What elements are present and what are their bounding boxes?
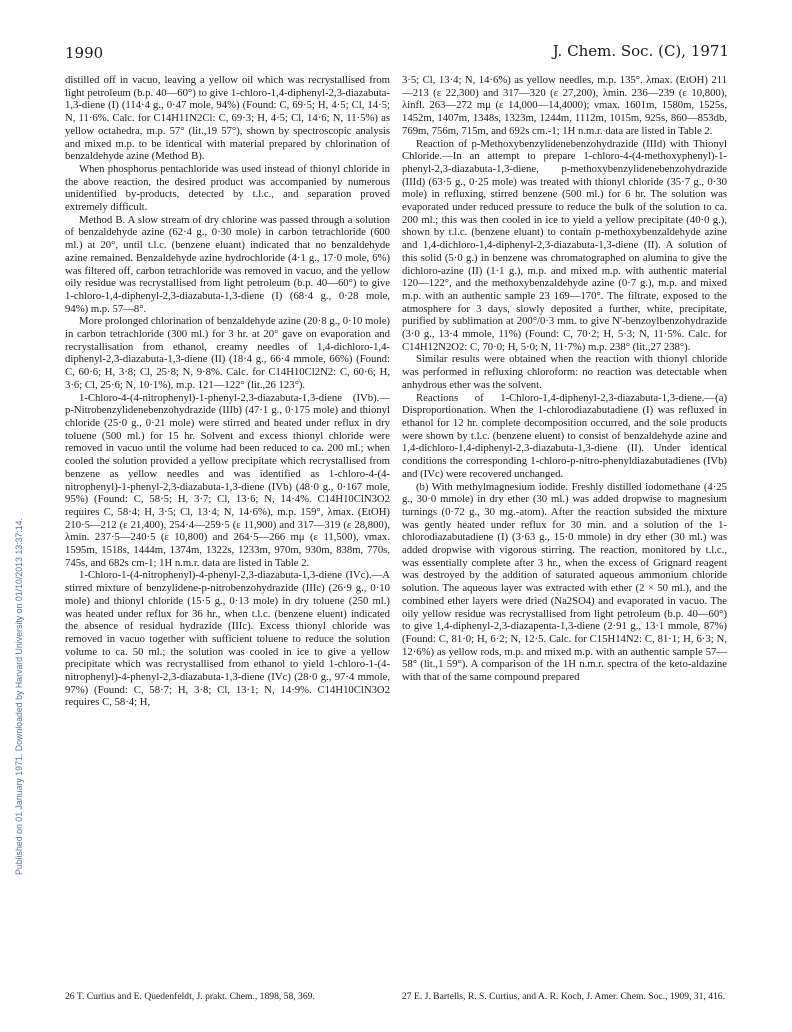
paragraph: Method B. A slow stream of dry chlorine was passed through a solution of benzaldehyde azine (62·4 g., 0·30 mole) in carbon tetrachloride (600 ml.) at 20°, until t.l.c. (benzene eluant) indicated that no benzaldehyde azine remained. Benzaldehyde azine hydrochloride (4·1 g., 17·0 mole, 6%) was filtered off, carbon tetrachloride was removed in vacuo, and the yellow oily residue was recrystallised from light petroleum (b.p. 40—60°) to give 1-chloro-1,4-diphenyl-2,3-diazabuta-1,3-diene (I) (68·4 g., 0·28 mole, 94%) m.p. 57—8°. bbox=[65, 213, 390, 315]
paragraph: When phosphorus pentachloride was used instead of thionyl chloride in the above reaction, the desired product was accompanied by numerous unidentified by-products, detected by t.l.c., and separation proved extremely difficult. bbox=[65, 162, 390, 214]
publication-sidebar bbox=[8, 0, 24, 1032]
paragraph: (b) With methylmagnesium iodide. Freshly distilled iodomethane (4·25 g., 30·0 mmole) in dry ether (30 ml.) was added dropwise to magnesium turnings (0·72 g., 30 mg.-atom). After the reaction subsided the mixture was gently heated under reflux for 30 min. and a solution of the 1-chlorodiazabutadiene (I) (3·63 g., 15·0 mmole) in dry ether (30 ml.) was added dropwise with vigorous stirring. The reaction, monitored by t.l.c., was essentially complete after 3 hr., when the excess of Grignard reagent was destroyed by the addition of saturated aqueous ammonium chloride solution. The aqueous layer was extracted with ether (2 × 50 ml.), and the combined ether layers were dried (Na2SO4) and evaporated in vacuo. The oily yellow residue was recrystallised from light petroleum (b.p. 40—60°) to give 1,4-diphenyl-2,3-diazapenta-1,3-diene (2·91 g., 13·1 mmole, 87%) (Found: C, 81·0; H, 6·2; N, 12·5. Calc. for C15H14N2: C, 81·1; H, 6·3; N, 12·6%) as yellow rods, m.p. and mixed m.p. with an authentic sample 57—58° (lit.,1 59°). A comparison of the 1H n.m.r. spectra of the keto-aldazine with that of the same compound prepared bbox=[402, 480, 727, 684]
paragraph: Reactions of 1-Chloro-1,4-diphenyl-2,3-diazabuta-1,3-diene.—(a) Disproportionation. When the 1-chlorodiazabutadiene (I) was refluxed in ethanol for 12 hr. complete decomposition occurred, and the sole products were shown by t.l.c. (benzene eluent) to consist of benzaldehyde azine and 1,4-dichloro-1,4-diphenyl-2,3-diazabuta-1,3-diene (II). Under identical conditions the corresponding 1-chloro-p-nitro-phenyldiazabutadienes (IVb) and (IVc) were recovered unchanged. bbox=[402, 391, 727, 480]
left-column bbox=[65, 74, 390, 709]
footnote-26: 26 T. Curtius and E. Quedenfeldt, J. prakt. Chem., 1898, 58, 369. bbox=[65, 991, 315, 1002]
paragraph: distilled off in vacuo, leaving a yellow oil which was recrystallised from light petroleum (b.p. 40—60°) to give 1-chloro-1,4-diphenyl-2,3-diazabuta-1,3-diene (I) (114·4 g., 0·47 mole, 94%) (Found: C, 69·5; H, 4·5; Cl, 14·5; N, 11·6%. Calc. for C14H11N2Cl: C, 69·3; H, 4·5; Cl, 14·6; N, 11·5%) as yellow octahedra, m.p. 57° (lit.,19 57°), shown by spectroscopic analysis and mixed m.p. to be identical with material prepared by chlorination of benzaldehyde azine (Method B). bbox=[65, 74, 390, 163]
paragraph: 1-Chloro-4-(4-nitrophenyl)-1-phenyl-2,3-diazabuta-1,3-diene (IVb).—p-Nitrobenzylidenebenzohydrazide (IIIb) (47·1 g., 0·175 mole) and thionyl chloride (25·0 g., 0·21 mole) were stirred and heated under reflux in dry toluene (500 ml.) for 15 hr. Solvent and excess thionyl chloride were removed in vacuo until the volume had been reduced to ca. 200 ml.; when cooled the solution provided a yellow precipitate which recrystallised from benzene as yellow needles and was identified as 1-chloro-4-(4-nitrophenyl)-1-phenyl-2,3-diazabuta-1,3-diene (IVb) (48·0 g., 0·167 mole, 95%) (Found: C, 58·5; H, 3·7; Cl, 13·6; N, 14·4%. C14H10ClN3O2 requires C, 58·4; H, 3·5; Cl, 13·4; N, 14·6%), m.p. 159°, λmax. (EtOH) 210·5—212 (ε 21,400), 254·4—259·5 (ε 11,900) and 317—319 (ε 28,800), λmin. 237·5—240·5 (ε 10,800) and 264·5—266 mμ (ε 11,500), νmax. 1595m, 1518s, 1444m, 1374m, 1322s, 1233m, 970m, 930m, 838m, 770s, 745s, and 682s cm-1; 1H n.m.r. data are listed in Table 2. bbox=[65, 391, 390, 569]
paragraph: Similar results were obtained when the reaction with thionyl chloride was performed in refluxing chloroform: no reaction was detectable when anhydrous ether was the solvent. bbox=[402, 353, 727, 391]
page-number: 1990 bbox=[65, 44, 104, 62]
paragraph: Reaction of p-Methoxybenzylidenebenzohydrazide (IIId) with Thionyl Chloride.—In an attempt to prepare 1-chloro-4-(4-methoxyphenyl)-1-phenyl-2,3-diazabuta-1,3-diene, p-methoxybenzylidenebenzohydrazide (IIId) (63·5 g., 0·25 mole) was treated with thionyl chloride (35·7 g., 0·30 mole) in refluxing, stirred benzene (500 ml.) for 6 hr. The solution was evaporated under reduced pressure to reduce the bulk of the solution to ca. 200 ml.; this was then cooled in ice to yield a yellow precipitate (40·0 g.), shown by t.l.c. (benzene eluant) to contain p-methoxybenzaldehyde azine and 1,4-dichloro-1,4-diphenyl-2,3-diazabuta-1,3-diene (II). A solution of this solid (5·0 g.) in benzene was chromatographed on alumina to give the dichloro-azine (II) (1·1 g.), m.p. and mixed m.p. with authentic material 120—122°, and the methoxybenzaldehyde azine (0·7 g.), m.p. and mixed m.p. with an authentic sample 23 169—170°. The filtrate, exposed to the atmosphere for 3 days, slowly deposited a further, white, precipitate, purified by sublimation at 200°/0·3 mm. to give N'-benzoylbenzohydrazide (3·0 g., 13·4 mmole, 11%) (Found: C, 70·2; H, 5·3; N, 11·5%. Calc. for C14H12N2O2: C, 70·0; H, 5·0; N, 11·7%) m.p. 238° (lit.,27 238°). bbox=[402, 137, 727, 353]
paragraph: More prolonged chlorination of benzaldehyde azine (20·8 g., 0·10 mole) in carbon tetrachloride (300 ml.) for 3 hr. at 20° gave on evaporation and recrystallisation from ethanol, creamy needles of 1,4-dichloro-1,4-diphenyl-2,3-diazabuta-1,3-diene (II) (18·4 g., 66·4 mmole, 66%) (Found: C, 60·6; H, 3·8; Cl, 25·8; N, 9·8%. Calc. for C14H10Cl2N2: C, 60·6; H, 3·6; Cl, 25·6; N, 10·1%), m.p. 121—122° (lit.,26 123°). bbox=[65, 315, 390, 391]
download-notice[interactable]: Published on 01 January 1971. Downloaded by Harvard University on 01/10/2013 13:37:14. bbox=[14, 518, 24, 875]
paragraph: 1-Chloro-1-(4-nitrophenyl)-4-phenyl-2,3-diazabuta-1,3-diene (IVc).—A stirred mixture of benzylidene-p-nitrobenzohydrazide (IIIc) (26·9 g., 0·10 mole) and thionyl chloride (15·5 g., 0·13 mole) in dry toluene (250 ml.) was heated under reflux for 36 hr., when t.l.c. (benzene eluent) indicated the absence of residual hydrazide (IIIc). Excess thionyl chloride was removed in vacuo together with sufficient toluene to reduce the solution volume to ca. 50 ml.; the solution was cooled in ice to give a yellow precipitate which was recrystallised from ethanol to yield 1-chloro-1-(4-nitrophenyl)-4-phenyl-2,3-diazabuta-1,3-diene (IVc) (28·0 g., 97·4 mmole, 97%) (Found: C, 58·7; H, 3·8; Cl, 13·1; N, 14·9%. C14H10ClN3O2 requires C, 58·4; H, bbox=[65, 569, 390, 709]
footnote-27: 27 E. J. Bartells, R. S. Curtius, and A. R. Koch, J. Amer. Chem. Soc., 1909, 31, 416. bbox=[402, 991, 725, 1002]
right-column bbox=[402, 74, 727, 684]
paragraph: 3·5; Cl, 13·4; N, 14·6%) as yellow needles, m.p. 135°. λmax. (EtOH) 211—213 (ε 22,300) and 317—320 (ε 27,200), λmin. 236—239 (ε 10,800), λinfl. 263—272 mμ (ε 14,000—14,4000); νmax. 1601m, 1580m, 1525s, 1452m, 1407m, 1348s, 1323m, 1244m, 1112m, 1015m, 925s, 860—853db, 769m, 756m, 715m, and 692s cm.-1; 1H n.m.r. data are listed in Table 2. bbox=[402, 74, 727, 137]
journal-header: J. Chem. Soc. (C), 1971 bbox=[552, 42, 729, 60]
